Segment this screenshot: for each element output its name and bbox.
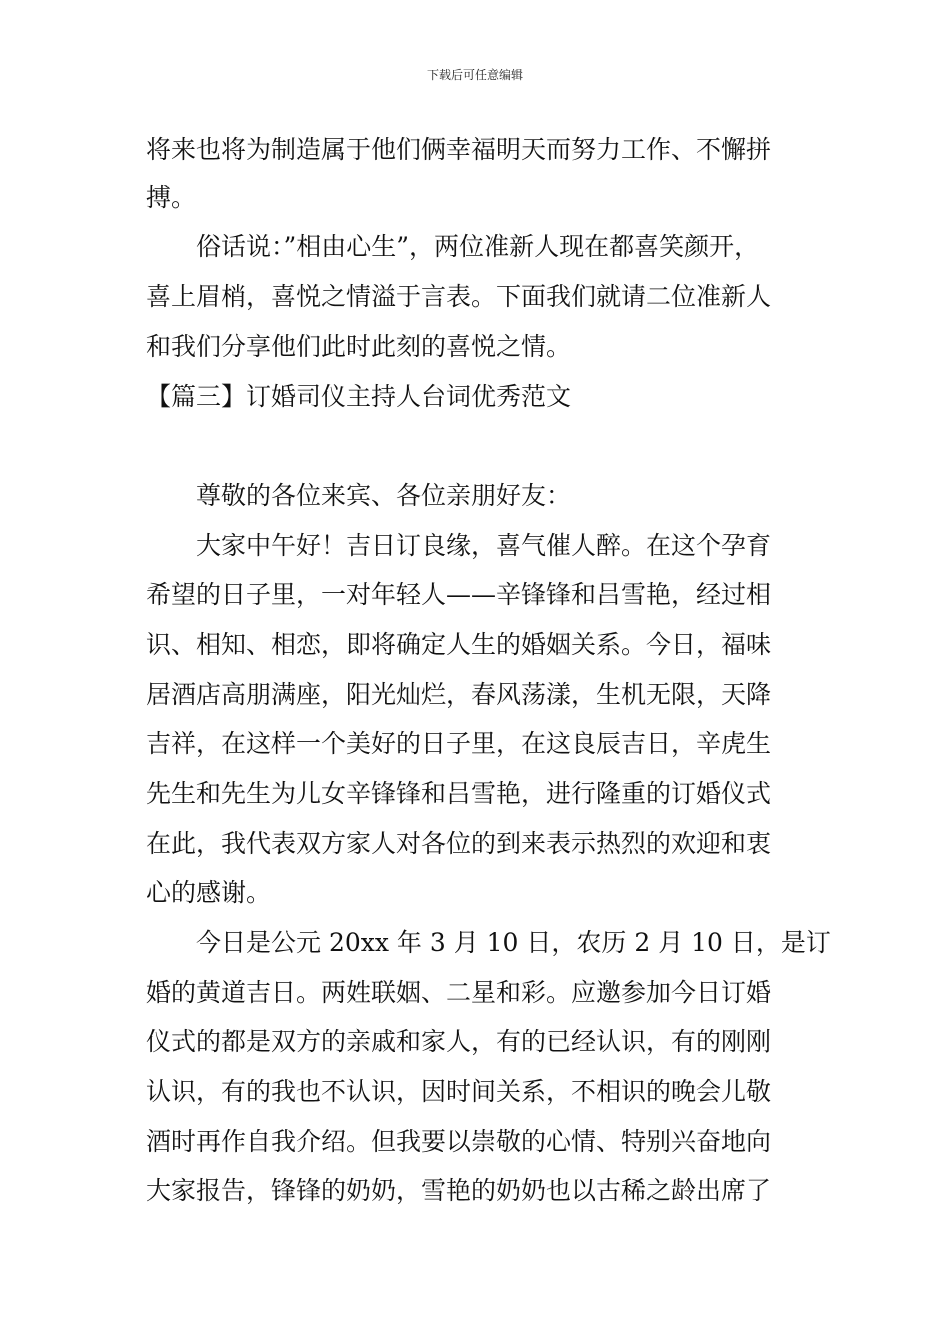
text-line: 识、相知、相恋，即将确定人生的婚姻关系。今日，福味 [146,630,772,659]
text-line: 搏。 [146,183,197,212]
text-line: 大家报告，锋锋的奶奶，雪艳的奶奶也以古稀之龄出席了 [146,1176,772,1205]
text-line: 先生和先生为儿女辛锋锋和吕雪艳，进行隆重的订婚仪式 [146,779,772,808]
salutation: 尊敬的各位来宾、各位亲朋好友： [196,481,572,510]
text-line: 居酒店高朋满座，阳光灿烂，春风荡漾，生机无限，天降 [146,680,772,709]
text-line: 在此，我代表双方家人对各位的到来表示热烈的欢迎和衷 [146,829,772,858]
text-line: 大家中午好！吉日订良缘，喜气催人醉。在这个孕育 [196,531,772,560]
text-line: 和我们分享他们此时此刻的喜悦之情。 [146,332,572,361]
page-header: 下载后可任意编辑 [426,68,523,82]
text-line: 喜上眉梢，喜悦之情溢于言表。下面我们就请二位准新人 [146,282,772,311]
section-heading: 【篇三】订婚司仪主持人台词优秀范文 [146,382,572,411]
text-line: 心的感谢。 [146,878,272,907]
text-line: 仪式的都是双方的亲戚和家人，有的已经认识，有的刚刚 [146,1027,772,1056]
text-line: 俗话说：”相由心生”，两位准新人现在都喜笑颜开， [196,232,760,261]
text-line: 将来也将为制造属于他们俩幸福明天而努力工作、不懈拼 [146,135,772,164]
text-line: 婚的黄道吉日。两姓联姻、二星和彩。应邀参加今日订婚 [146,978,772,1007]
text-line: 酒时再作自我介绍。但我要以崇敬的心情、特别兴奋地向 [146,1127,772,1156]
text-line: 吉祥，在这样一个美好的日子里，在这良辰吉日，辛虎生 [146,729,772,758]
text-line: 希望的日子里，一对年轻人——辛锋锋和吕雪艳，经过相 [146,580,772,609]
text-line: 今日是公元 20xx 年 3 月 10 日，农历 2 月 10 日，是订 [196,928,831,957]
text-line: 认识，有的我也不认识，因时间关系，不相识的晚会儿敬 [146,1077,772,1106]
